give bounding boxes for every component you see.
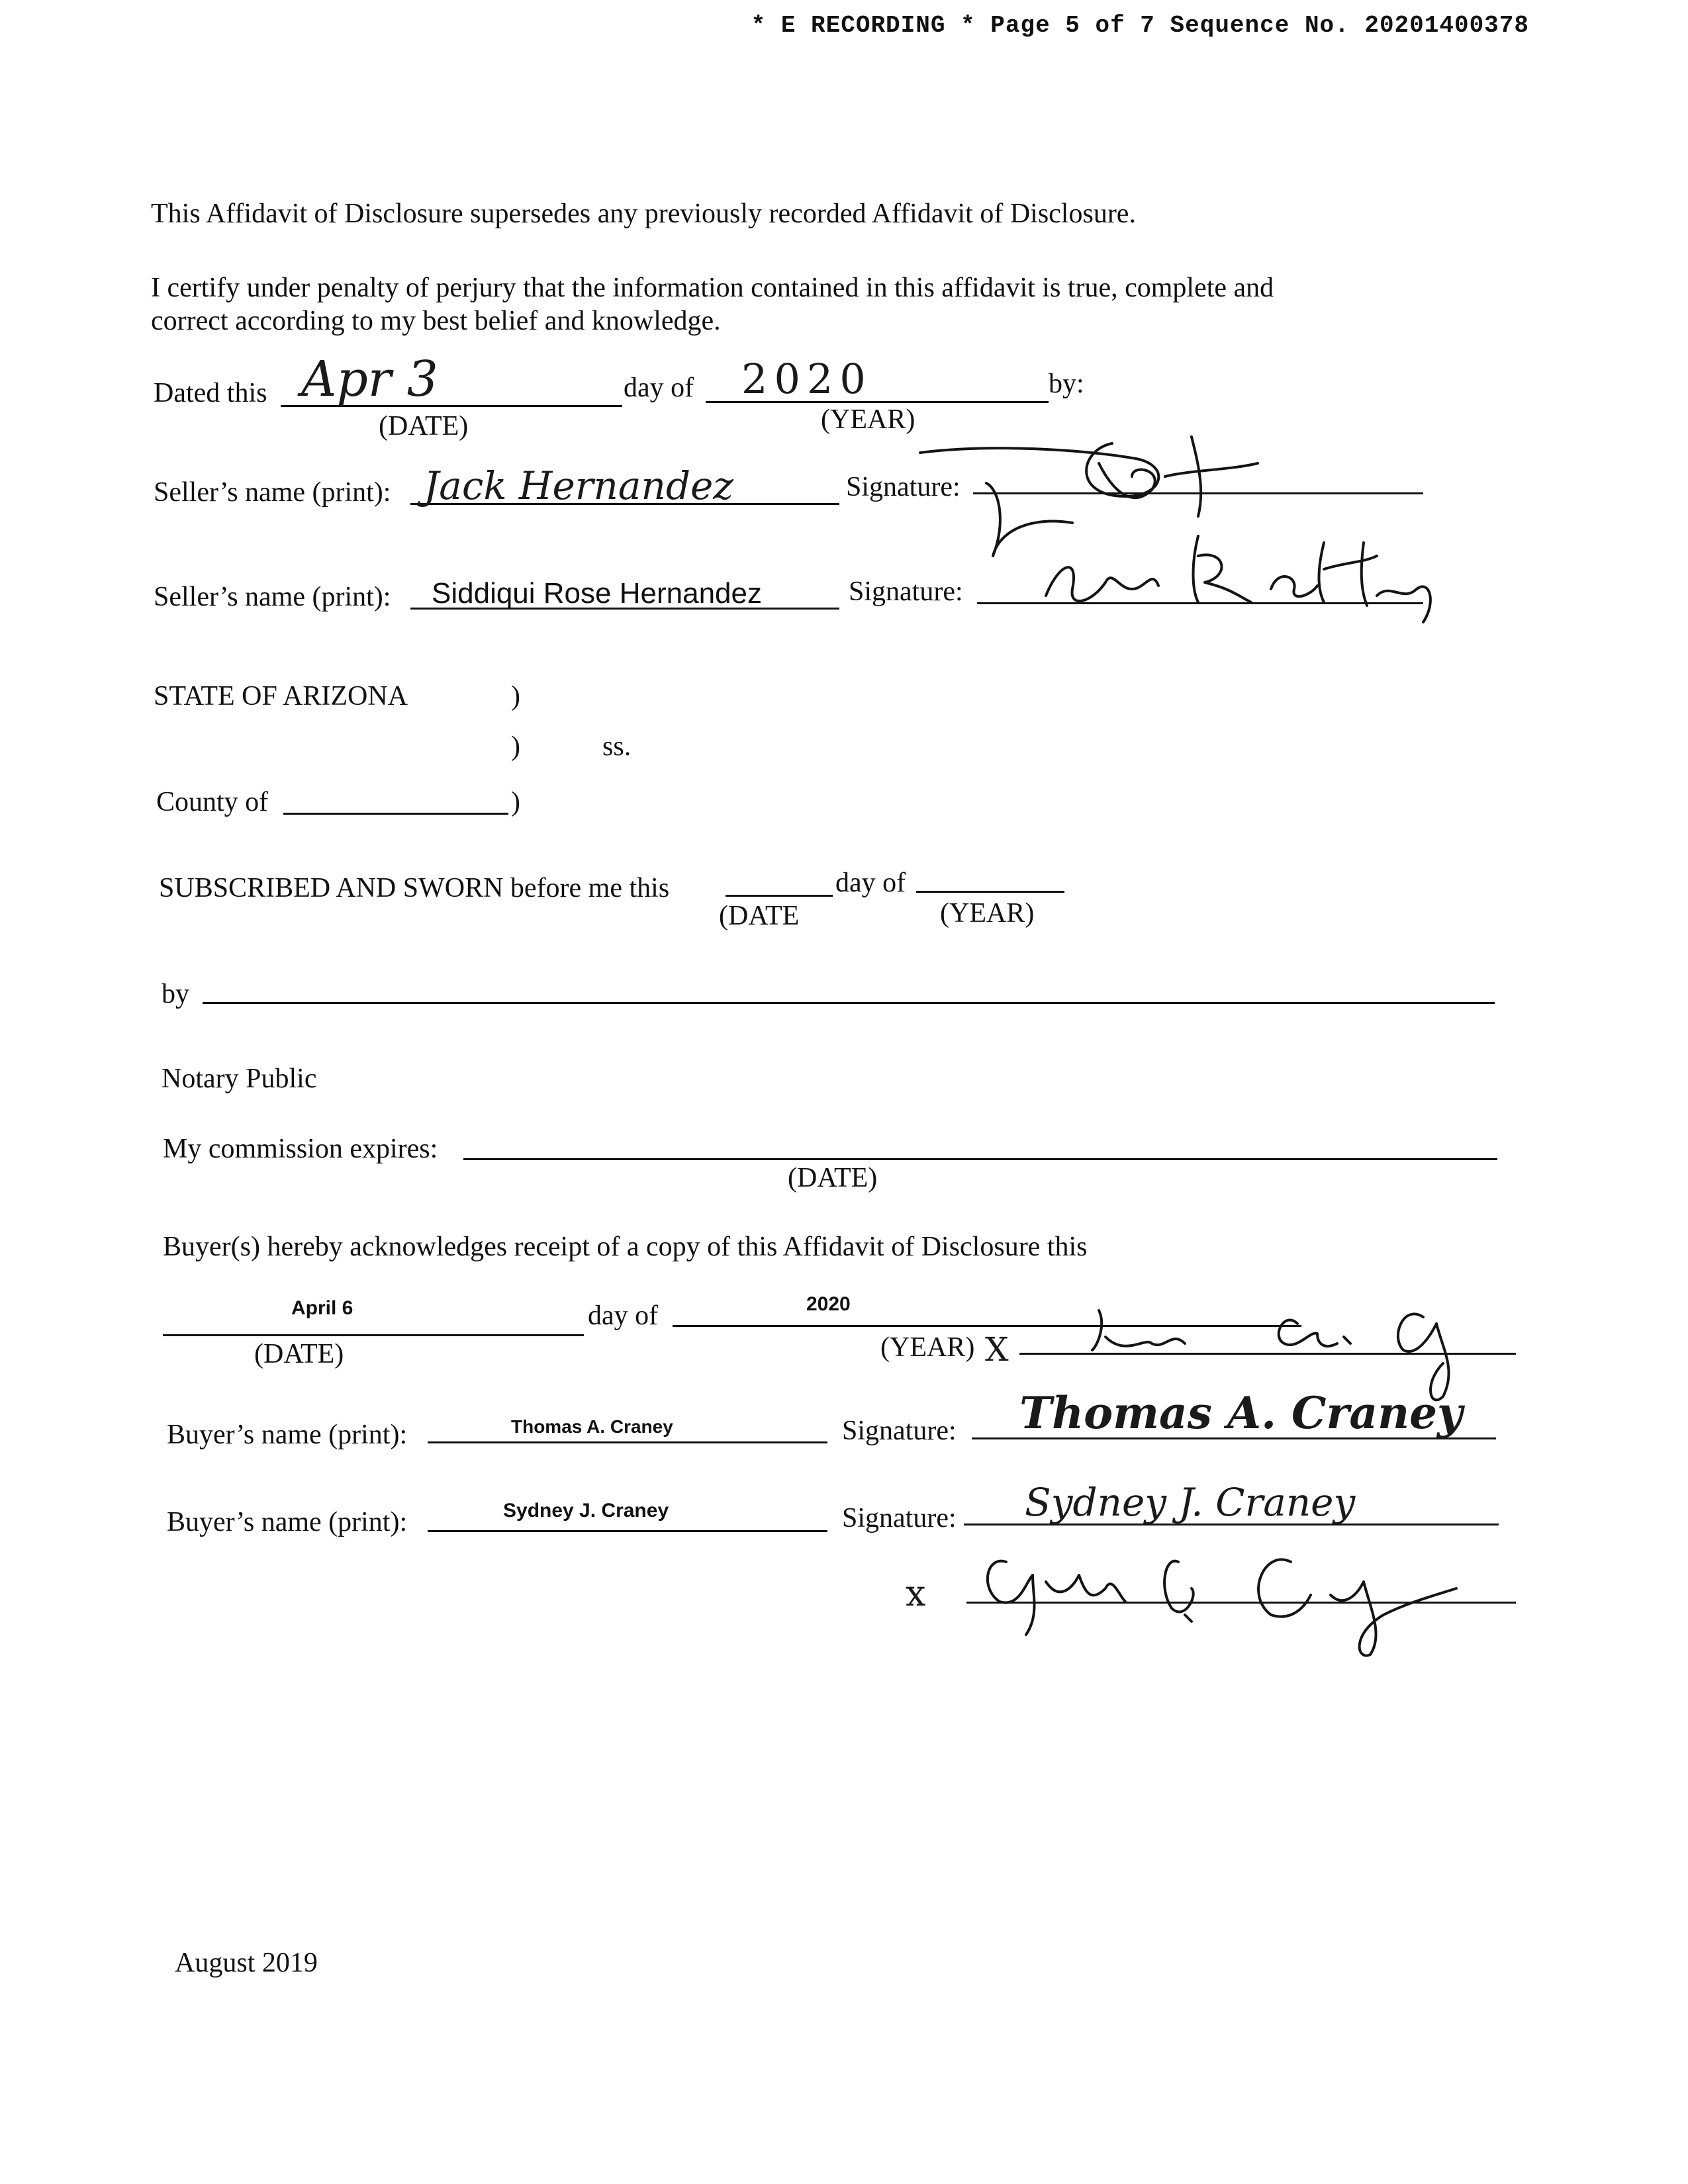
buyer-ack-x-mark: X	[985, 1330, 1009, 1369]
sworn-label: SUBSCRIBED AND SWORN before me this	[159, 873, 670, 903]
buyer-ack-date-value: April 6	[291, 1297, 353, 1319]
ss-label: ss.	[602, 731, 632, 762]
seller2-name-label: Seller’s name (print):	[154, 582, 391, 612]
seller1-name-label: Seller’s name (print):	[154, 477, 391, 508]
ss-paren: )	[511, 731, 520, 762]
certify-statement-line2: correct according to my best belief and knowledge.	[151, 306, 721, 336]
dated-date-value: Apr 3	[301, 351, 438, 408]
dated-date-caption: (DATE)	[379, 411, 469, 441]
by-line	[203, 1002, 1495, 1004]
buyer2-extra-signature	[960, 1535, 1489, 1661]
sworn-year-line	[916, 891, 1064, 893]
commission-date-caption: (DATE)	[788, 1163, 878, 1193]
sworn-day-of-label: day of	[835, 868, 906, 898]
state-of-arizona: STATE OF ARIZONA	[154, 681, 408, 711]
buyer2-signature-label: Signature:	[842, 1503, 957, 1533]
buyer2-name-line	[428, 1530, 827, 1532]
by-label: by	[162, 979, 189, 1009]
buyer1-name-label: Buyer’s name (print):	[167, 1420, 408, 1450]
revision-date: August 2019	[175, 1948, 318, 1978]
buyer1-signature-label: Signature:	[842, 1416, 957, 1446]
buyer-ack-year-value: 2020	[806, 1293, 851, 1315]
certify-statement-line1: I certify under penalty of perjury that the information contained in this affidavit is true, complete and	[151, 273, 1274, 303]
dated-day-of-label: day of	[624, 373, 694, 403]
seller1-name-value: Jack Hernandez	[424, 463, 733, 508]
buyer2-name-label: Buyer’s name (print):	[167, 1507, 408, 1537]
sworn-date-caption: (DATE	[719, 901, 800, 931]
sworn-date-line	[726, 895, 833, 897]
buyer1-signature: Thomas A. Craney	[1019, 1387, 1463, 1439]
buyer-ack-date-line	[163, 1334, 584, 1336]
dated-year-caption: (YEAR)	[821, 404, 915, 435]
sworn-year-caption: (YEAR)	[940, 898, 1035, 929]
buyer1-name-value: Thomas A. Craney	[511, 1416, 673, 1437]
recording-header: * E RECORDING * Page 5 of 7 Sequence No. 20201400378	[751, 12, 1529, 39]
seller2-name-value: Siddiqui Rose Hernandez	[432, 577, 762, 610]
supersedes-statement: This Affidavit of Disclosure supersedes any previously recorded Affidavit of Disclosure.	[151, 199, 1136, 229]
commission-expires-label: My commission expires:	[163, 1134, 438, 1164]
buyer-ack-date-caption: (DATE)	[254, 1339, 344, 1369]
dated-by-label: by:	[1049, 369, 1084, 399]
county-line	[283, 813, 508, 815]
dated-this-label: Dated this	[154, 378, 267, 408]
notary-public-label: Notary Public	[162, 1064, 317, 1094]
seller2-signature-label: Signature:	[849, 576, 963, 607]
buyer-ack-text: Buyer(s) hereby acknowledges receipt of a copy of this Affidavit of Disclosure this	[163, 1232, 1088, 1262]
county-paren: )	[511, 787, 520, 817]
county-of-label: County of	[156, 787, 269, 817]
buyer1-name-line	[428, 1441, 827, 1443]
seller2-signature	[1033, 523, 1443, 635]
buyer2-x-mark: x	[906, 1572, 926, 1614]
state-paren: )	[511, 681, 520, 711]
buyer2-signature-script: Sydney J. Craney	[1025, 1480, 1356, 1525]
buyer-ack-day-of-label: day of	[588, 1300, 659, 1331]
commission-line	[463, 1158, 1497, 1160]
seller1-signature-label: Signature:	[846, 472, 961, 502]
buyer-ack-year-caption: (YEAR)	[880, 1332, 975, 1363]
dated-year-value: 2020	[741, 355, 872, 403]
buyer2-name-value: Sydney J. Craney	[503, 1500, 669, 1522]
